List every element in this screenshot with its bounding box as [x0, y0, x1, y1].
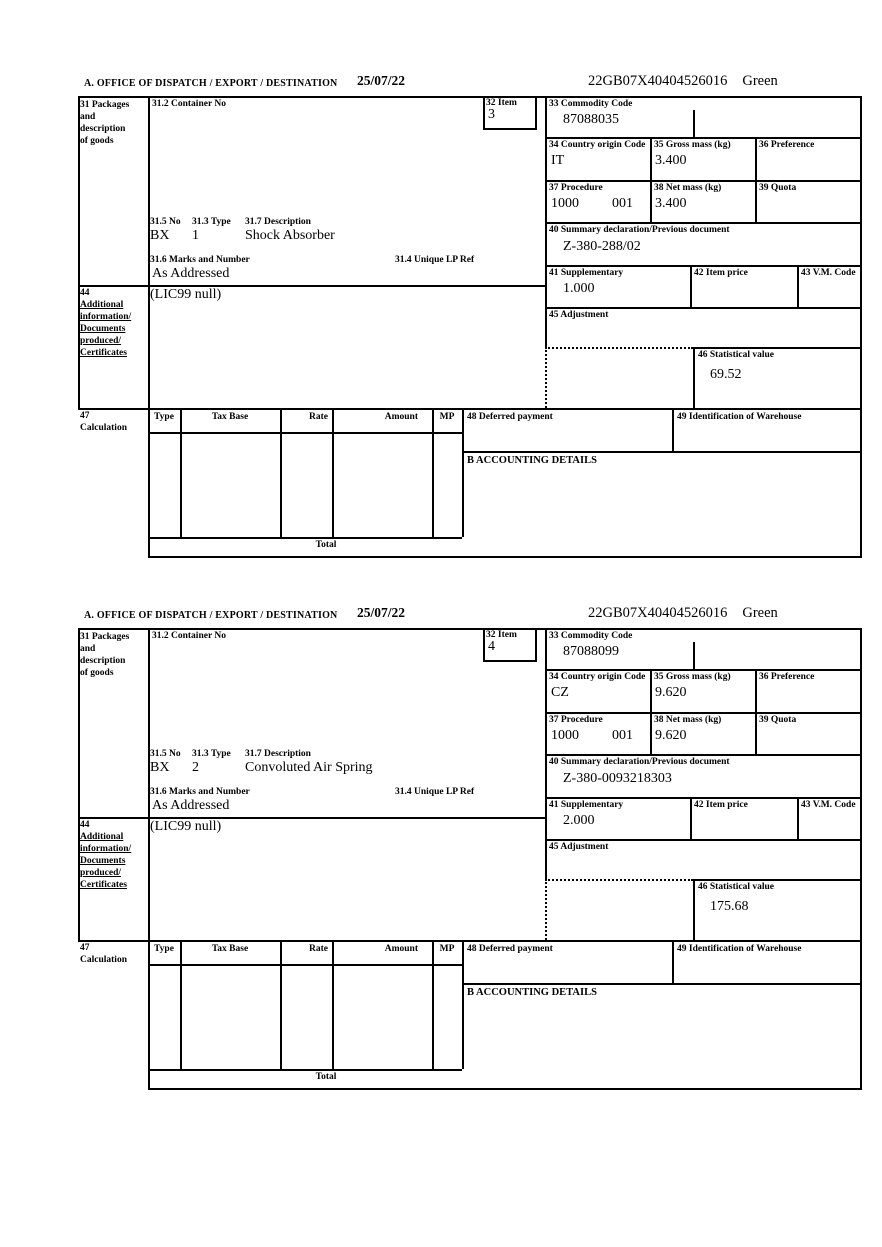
form-line — [535, 628, 537, 662]
form-line — [483, 96, 485, 130]
routing-status: Green — [742, 73, 778, 89]
form-line — [650, 669, 652, 754]
summary-declaration-value: Z-380-0093218303 — [563, 771, 672, 786]
adjustment-label: 45 Adjustment — [549, 310, 609, 320]
box31-label: 31 Packages — [80, 632, 130, 642]
form-line — [693, 347, 695, 408]
form-line — [545, 265, 862, 267]
form-line — [545, 754, 862, 756]
supplementary-label: 41 Supplementary — [549, 800, 624, 810]
mrn-value: 22GB07X40404526016 — [588, 605, 728, 621]
calculation-label: Calculation — [80, 423, 127, 433]
form-line — [860, 628, 862, 1088]
statistical-value-label: 46 Statistical value — [698, 882, 774, 892]
form-line — [483, 128, 537, 130]
net-mass-value: 3.400 — [655, 196, 687, 211]
dotted-line — [545, 347, 547, 408]
form-line — [148, 556, 862, 558]
procedure-extra-value: 001 — [612, 728, 633, 743]
summary-declaration-label: 40 Summary declaration/Previous document — [549, 757, 730, 767]
statistical-value-label: 46 Statistical value — [698, 350, 774, 360]
box31-label: of goods — [80, 668, 114, 678]
form-line — [432, 940, 434, 1069]
col-header-rate: Rate — [309, 412, 328, 422]
gross-mass-value: 9.620 — [655, 685, 687, 700]
dotted-line — [545, 879, 693, 881]
gross-mass-value: 3.400 — [655, 153, 687, 168]
box44-label: information/ — [80, 844, 132, 854]
packages-no-label: 31.5 No — [150, 217, 181, 227]
commodity-code-tick — [693, 110, 695, 137]
unique-lp-ref-label: 31.4 Unique LP Ref — [395, 255, 475, 265]
form-line — [545, 669, 862, 671]
form-line — [280, 940, 282, 1069]
deferred-payment-label: 48 Deferred payment — [467, 412, 553, 422]
form-line — [148, 964, 462, 966]
box44-label: Certificates — [80, 348, 127, 358]
form-line — [545, 797, 862, 799]
col-header-amount: Amount — [384, 944, 418, 954]
net-mass-value: 9.620 — [655, 728, 687, 743]
statistical-value: 175.68 — [710, 899, 749, 914]
deferred-payment-label: 48 Deferred payment — [467, 944, 553, 954]
goods-description-value: Shock Absorber — [245, 228, 335, 243]
form-line — [545, 839, 862, 841]
form-line — [148, 537, 462, 539]
summary-declaration-label: 40 Summary declaration/Previous document — [549, 225, 730, 235]
description-label: 31.7 Description — [245, 217, 311, 227]
form-line — [332, 408, 334, 537]
box44-label: Additional — [80, 300, 124, 310]
box44-label: information/ — [80, 312, 132, 322]
container-no-label: 31.2 Container No — [152, 631, 226, 641]
form-line — [462, 451, 862, 453]
form-line — [860, 96, 862, 556]
total-label: Total — [315, 540, 337, 550]
marks-numbers-label: 31.6 Marks and Number — [150, 787, 250, 797]
form-line — [78, 96, 862, 98]
form-line — [432, 408, 434, 537]
procedure-label: 37 Procedure — [549, 715, 603, 725]
packages-no-label: 31.5 No — [150, 749, 181, 759]
accounting-details-label: B ACCOUNTING DETAILS — [467, 987, 597, 998]
dotted-line — [545, 347, 693, 349]
acceptance-date: 25/07/22 — [357, 605, 406, 620]
supplementary-value: 2.000 — [563, 813, 595, 828]
form-line — [545, 180, 862, 182]
item-number-label: 32 Item — [486, 630, 517, 640]
form-line — [690, 797, 692, 839]
box44-label: Additional — [80, 832, 124, 842]
preference-label: 36 Preference — [759, 672, 815, 682]
supplementary-label: 41 Supplementary — [549, 268, 624, 278]
col-header-mp: MP — [439, 944, 455, 954]
marks-numbers-value: As Addressed — [152, 266, 230, 281]
item-price-label: 42 Item price — [694, 800, 748, 810]
gross-mass-label: 35 Gross mass (kg) — [654, 672, 731, 682]
net-mass-label: 38 Net mass (kg) — [654, 183, 722, 193]
form-line — [797, 797, 799, 839]
form-line — [148, 628, 150, 1088]
marks-numbers-label: 31.6 Marks and Number — [150, 255, 250, 265]
form-line — [690, 265, 692, 307]
col-header-type: Type — [154, 944, 174, 954]
form-line — [545, 137, 862, 139]
container-no-label: 31.2 Container No — [152, 99, 226, 109]
box44-label: produced/ — [80, 868, 122, 878]
adjustment-label: 45 Adjustment — [549, 842, 609, 852]
routing-status: Green — [742, 605, 778, 621]
item-number-label: 32 Item — [486, 98, 517, 108]
declaration-item-section-1 — [0, 73, 882, 558]
vm-code-label: 43 V.M. Code — [801, 800, 856, 810]
box44-label: Documents — [80, 856, 126, 866]
form-line — [280, 408, 282, 537]
form-line — [483, 660, 537, 662]
goods-description-value: Convoluted Air Spring — [245, 760, 373, 775]
box31-label: and — [80, 112, 96, 122]
total-label: Total — [315, 1072, 337, 1082]
warehouse-id-label: 49 Identification of Warehouse — [677, 412, 802, 422]
box31-label: of goods — [80, 136, 114, 146]
col-header-type: Type — [154, 412, 174, 422]
col-header-tax-base: Tax Base — [211, 412, 249, 422]
form-line — [78, 628, 862, 630]
marks-numbers-value: As Addressed — [152, 798, 230, 813]
warehouse-id-label: 49 Identification of Warehouse — [677, 944, 802, 954]
additional-info-value: (LIC99 null) — [150, 819, 222, 834]
commodity-code-tick — [693, 642, 695, 669]
form-line — [755, 137, 757, 222]
form-line — [545, 712, 862, 714]
box44-label: Documents — [80, 324, 126, 334]
box44-number: 44 — [80, 288, 90, 298]
form-line — [545, 628, 547, 879]
item-price-label: 42 Item price — [694, 268, 748, 278]
box31-label: 31 Packages — [80, 100, 130, 110]
box44-label: produced/ — [80, 336, 122, 346]
commodity-code-value: 87088099 — [563, 644, 619, 659]
form-line — [148, 1069, 462, 1071]
dotted-line — [545, 879, 547, 940]
commodity-code-label: 33 Commodity Code — [549, 99, 633, 109]
form-line — [693, 879, 695, 940]
packages-type-value: 1 — [192, 228, 199, 243]
quota-label: 39 Quota — [759, 183, 797, 193]
description-label: 31.7 Description — [245, 749, 311, 759]
gross-mass-label: 35 Gross mass (kg) — [654, 140, 731, 150]
preference-label: 36 Preference — [759, 140, 815, 150]
procedure-label: 37 Procedure — [549, 183, 603, 193]
form-line — [483, 628, 485, 662]
mrn-value: 22GB07X40404526016 — [588, 73, 728, 89]
accounting-details-label: B ACCOUNTING DETAILS — [467, 455, 597, 466]
quota-label: 39 Quota — [759, 715, 797, 725]
item-number-value: 4 — [488, 639, 495, 654]
packages-type-value: 2 — [192, 760, 199, 775]
additional-info-value: (LIC99 null) — [150, 287, 222, 302]
statistical-value: 69.52 — [710, 367, 742, 382]
form-line — [148, 96, 150, 556]
form-line — [180, 940, 182, 1069]
form-line — [462, 940, 464, 1069]
unique-lp-ref-label: 31.4 Unique LP Ref — [395, 787, 475, 797]
form-line — [180, 408, 182, 537]
summary-declaration-value: Z-380-288/02 — [563, 239, 641, 254]
acceptance-date: 25/07/22 — [357, 73, 406, 88]
commodity-code-label: 33 Commodity Code — [549, 631, 633, 641]
office-of-dispatch-label: A. OFFICE OF DISPATCH / EXPORT / DESTINATION — [84, 610, 338, 621]
box47-number: 47 — [80, 943, 90, 953]
form-line — [545, 222, 862, 224]
country-origin-value: IT — [551, 153, 565, 168]
form-line — [148, 1088, 862, 1090]
form-line — [650, 137, 652, 222]
declaration-item-section-2 — [0, 605, 882, 1090]
packages-no-value: BX — [150, 228, 170, 243]
procedure-value: 1000 — [551, 728, 579, 743]
form-line — [78, 940, 862, 942]
packages-type-label: 31.3 Type — [192, 749, 231, 759]
country-origin-label: 34 Country origin Code — [549, 140, 646, 150]
mrn-and-routing — [588, 605, 778, 622]
col-header-amount: Amount — [384, 412, 418, 422]
calculation-label: Calculation — [80, 955, 127, 965]
box31-label: description — [80, 656, 126, 666]
country-origin-value: CZ — [551, 685, 569, 700]
country-origin-label: 34 Country origin Code — [549, 672, 646, 682]
net-mass-label: 38 Net mass (kg) — [654, 715, 722, 725]
commodity-code-value: 87088035 — [563, 112, 619, 127]
form-line — [693, 347, 862, 349]
col-header-mp: MP — [439, 412, 455, 422]
form-line — [672, 408, 674, 451]
box31-label: and — [80, 644, 96, 654]
procedure-extra-value: 001 — [612, 196, 633, 211]
form-line — [545, 96, 547, 347]
form-line — [672, 940, 674, 983]
supplementary-value: 1.000 — [563, 281, 595, 296]
form-line — [332, 940, 334, 1069]
office-of-dispatch-label: A. OFFICE OF DISPATCH / EXPORT / DESTINATION — [84, 78, 338, 89]
form-line — [462, 408, 464, 537]
form-line — [693, 879, 862, 881]
box31-label: description — [80, 124, 126, 134]
form-line — [78, 408, 862, 410]
item-number-value: 3 — [488, 107, 495, 122]
form-line — [462, 983, 862, 985]
mrn-and-routing — [588, 73, 778, 90]
form-line — [535, 96, 537, 130]
col-header-rate: Rate — [309, 944, 328, 954]
form-line — [148, 432, 462, 434]
form-line — [797, 265, 799, 307]
box44-label: Certificates — [80, 880, 127, 890]
packages-no-value: BX — [150, 760, 170, 775]
box44-number: 44 — [80, 820, 90, 830]
form-line — [755, 669, 757, 754]
vm-code-label: 43 V.M. Code — [801, 268, 856, 278]
col-header-tax-base: Tax Base — [211, 944, 249, 954]
form-line — [545, 307, 862, 309]
box47-number: 47 — [80, 411, 90, 421]
procedure-value: 1000 — [551, 196, 579, 211]
packages-type-label: 31.3 Type — [192, 217, 231, 227]
